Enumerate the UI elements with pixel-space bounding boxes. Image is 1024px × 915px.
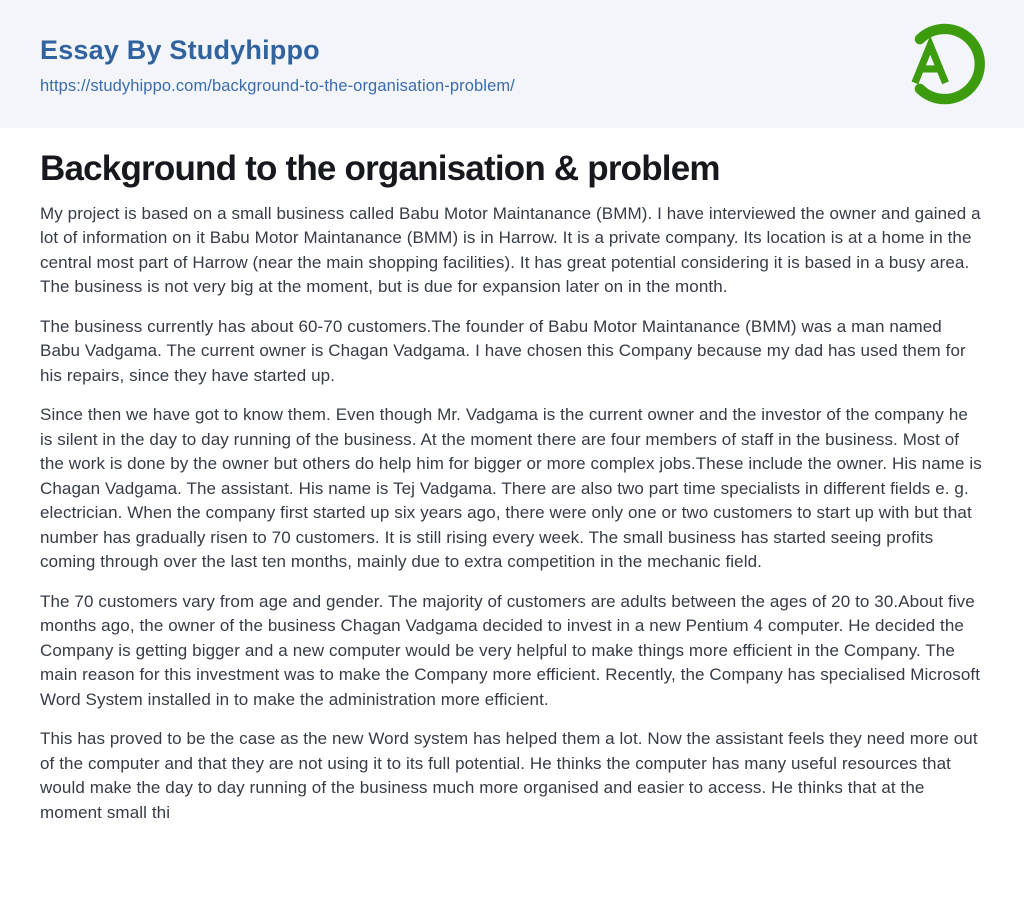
article-paragraph: The business currently has about 60-70 customers.The founder of Babu Motor Maintanance (BMM) was a man named Babu Vadgama. The current owner is Chagan Vadgama. I have chosen this Company because my dad has used them for his repairs, since they have started up.	[40, 316, 966, 385]
header-text-block	[40, 32, 515, 96]
article-paragraph: My project is based on a small business called Babu Motor Maintanance (BMM). I have interviewed the owner and gained a lot of information on it Babu Motor Maintanance (BMM) is in Harrow. It is a private company. Its location is at a home in the central most part of Harrow (near the main shopping facilities). It has great potential considering it is based in a busy area. The business is not very big at the moment, but is due for expansion later on in the month.	[40, 203, 981, 296]
article	[0, 150, 1024, 825]
site-title: Essay By Studyhippo	[40, 35, 320, 66]
logo-a-icon	[896, 17, 986, 111]
site-header	[0, 0, 1024, 128]
article-paragraph: The 70 customers vary from age and gender. The majority of customers are adults between the ages of 20 to 30.About five months ago, the owner of the business Chagan Vadgama decided to invest in a new Pentium 4 computer. He decided the Company is getting bigger and a new computer would be very helpful to make things more efficient in the Company. The main reason for this investment was to make the Company more efficient. Recently, the Company has specialised Microsoft Word System installed in to make the administration more efficient.	[40, 591, 981, 709]
article-paragraph: This has proved to be the case as the new Word system has helped them a lot. Now the assistant feels they need more out of the computer and that they are not using it to its full potential. He thinks the computer has many useful resources that would make the day to day running of the business much more organised and easier to access. He thinks that at the moment small thi	[40, 729, 978, 822]
page-title: Background to the organisation & problem	[40, 149, 720, 188]
article-paragraph: Since then we have got to know them. Even though Mr. Vadgama is the current owner and the investor of the company he is silent in the day to day running of the business. At the moment there are four members of staff in the business. Most of the work is done by the owner but others do help him for bigger or more complex jobs.These include the owner. His name is Chagan Vadgama. The assistant. His name is Tej Vadgama. There are also two part time specialists in different fields e. g. electrician. When the company first started up six years ago, there were only one or two customers to start up with but that number has gradually risen to 70 customers. It is still rising every week. The small business has started seeing profits coming through over the last ten months, mainly due to extra competition in the mechanic field.	[40, 405, 982, 571]
studyhippo-logo	[896, 17, 986, 111]
page-url-link[interactable]: https://studyhippo.com/background-to-the-organisation-problem/	[40, 76, 515, 95]
